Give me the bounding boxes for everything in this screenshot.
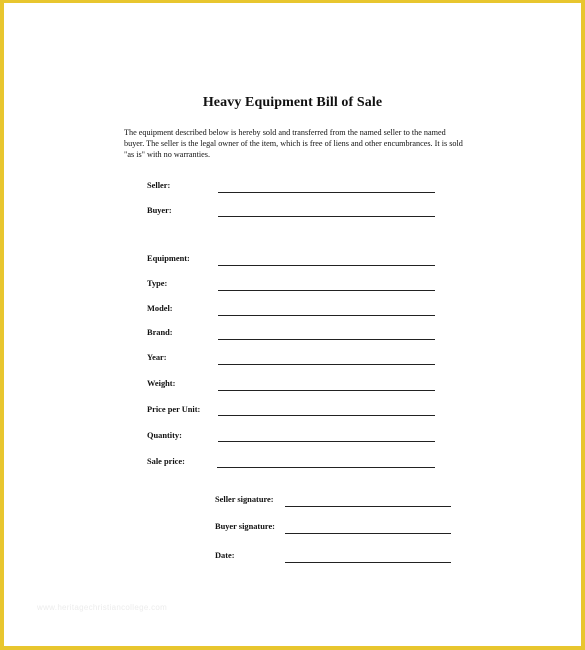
weight-label: Weight: <box>147 379 176 388</box>
year-field[interactable] <box>218 364 435 365</box>
seller-signature-field[interactable] <box>285 506 451 507</box>
watermark: www.heritagechristiancollege.com <box>37 603 168 612</box>
document-title: Heavy Equipment Bill of Sale <box>202 95 383 110</box>
brand-field[interactable] <box>218 339 435 340</box>
sale-price-label: Sale price: <box>147 457 185 466</box>
quantity-label: Quantity: <box>147 431 182 440</box>
model-label: Model: <box>147 304 173 313</box>
seller-field[interactable] <box>218 192 435 193</box>
type-label: Type: <box>147 279 168 288</box>
equipment-field[interactable] <box>218 265 435 266</box>
date-label: Date: <box>215 551 235 560</box>
weight-field[interactable] <box>218 390 435 391</box>
buyer-signature-field[interactable] <box>285 533 451 534</box>
document-page <box>4 3 581 646</box>
buyer-signature-label: Buyer signature: <box>215 522 275 531</box>
price-per-unit-field[interactable] <box>218 415 435 416</box>
sale-price-field[interactable] <box>217 467 435 468</box>
date-field[interactable] <box>285 562 451 563</box>
seller-label: Seller: <box>147 181 171 190</box>
type-field[interactable] <box>218 290 435 291</box>
quantity-field[interactable] <box>218 441 435 442</box>
model-field[interactable] <box>218 315 435 316</box>
brand-label: Brand: <box>147 328 173 337</box>
intro-paragraph: The equipment described below is hereby sold and transferred from the named seller to the named buyer. The seller is the legal owner of the item, which is free of liens and other encumbrances. It is sold "as is" with no warranties. <box>124 128 463 159</box>
price-per-unit-label: Price per Unit: <box>147 405 201 414</box>
equipment-label: Equipment: <box>147 254 190 263</box>
seller-signature-label: Seller signature: <box>215 495 274 504</box>
buyer-field[interactable] <box>218 216 435 217</box>
year-label: Year: <box>147 353 167 362</box>
buyer-label: Buyer: <box>147 206 172 215</box>
